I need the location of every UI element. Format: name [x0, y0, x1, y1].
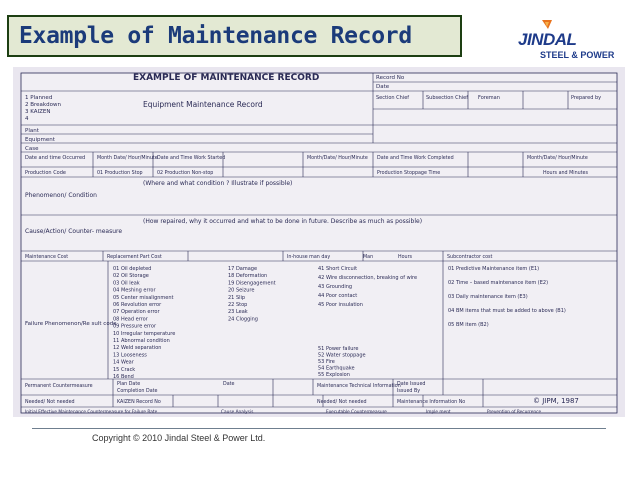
code-item: 17 Damage	[228, 266, 258, 272]
jindal-logo	[518, 20, 630, 60]
code-item: 05 Center misalignment	[113, 294, 174, 301]
code-item: 53 Fire	[318, 359, 335, 365]
completion-date-label: Completion Date	[117, 389, 158, 394]
month-date-hour-label: Month Date/ Hour/Minute	[97, 156, 158, 161]
code-item: 09 Pressure error	[113, 323, 156, 330]
code-item: 52 Water stoppage	[318, 352, 366, 359]
code-item: 42 Wire disconnection, breaking of wire	[318, 275, 418, 281]
man-label: Man	[363, 255, 374, 260]
code-item: 01 Predictive Maintenance item (E1)	[448, 266, 540, 272]
in-house-label: In-house man day	[287, 255, 331, 260]
maintenance-technical-info-label: Maintenance Technical Information	[317, 384, 401, 389]
date-label: Date	[376, 84, 390, 90]
record-heading: EXAMPLE OF MAINTENANCE RECORD	[133, 73, 320, 83]
case-label: Case	[25, 146, 39, 152]
footer-divider	[32, 428, 606, 429]
implement-label: Imple ment	[426, 410, 451, 415]
code-item: 15 Crack	[113, 366, 136, 373]
code-item: 45 Poor insulation	[318, 302, 363, 308]
priority-1: 1 Planned	[25, 95, 53, 101]
subcontractor-cost-label: Subcontractor cost	[447, 255, 493, 260]
copyright-text: Copyright © 2010 Jindal Steel & Power Ltd.	[92, 433, 266, 443]
maintenance-cost-label: Maintenance Cost	[25, 255, 69, 260]
permanent-countermeasure-label: Permanent Countermeasure	[25, 384, 93, 389]
code-item: 21 Slip	[228, 294, 246, 301]
kaizen-record-no-label: KAIZEN Record No	[117, 400, 161, 405]
code-item: 11 Abnormal condition	[113, 338, 170, 344]
date-label-2: Date	[223, 382, 235, 387]
hours-label: Hours	[398, 255, 413, 260]
approval-section-chief: Section Chief	[376, 95, 410, 101]
code-item: 03 Daily maintenance item (E3)	[448, 294, 528, 300]
code-item: 14 Wear	[113, 359, 134, 366]
code-item: 20 Seizure	[228, 287, 255, 294]
prevention-recurrence-label: Prevention of Recurrence	[487, 410, 542, 415]
issued-by-label: Issued By	[397, 389, 421, 394]
priority-4: 4	[25, 116, 29, 122]
month-date-hour-2-label: Month/Date/ Hour/Minute	[307, 156, 368, 161]
failure-code-label: Failure Phenomenon/Re sult code	[25, 321, 117, 327]
code-item: 18 Deformation	[228, 273, 268, 280]
phenomenon-label: Phenomenon/ Condition	[25, 192, 97, 199]
priority-3: 3 KAIZEN	[25, 109, 51, 115]
approval-foreman: Foreman	[478, 95, 500, 101]
maintenance-record-form	[13, 67, 625, 417]
code-item: 06 Revolution error	[113, 302, 162, 308]
code-item: 19 Disengagement	[228, 280, 276, 287]
production-nonstop-label: 02 Production Non-stop	[157, 171, 214, 176]
executable-countermeasure-label: Executable Countermeasure	[326, 410, 387, 415]
needed-not-needed-2-label: Needed/ Not needed	[317, 400, 367, 405]
form-title: Equipment Maintenance Record	[143, 100, 263, 109]
code-item: 24 Clogging	[228, 316, 258, 323]
date-occurred-label: Date and time Occurred	[25, 155, 86, 161]
cause-label: Cause/Action/ Counter- measure	[25, 228, 123, 235]
code-item: 55 Explosion	[318, 372, 350, 378]
record-no-label: Record No	[376, 75, 405, 81]
code-item: 04 Meshing error	[113, 287, 156, 294]
code-item: 22 Stop	[228, 302, 248, 308]
needed-not-needed-label: Needed/ Not needed	[25, 400, 75, 405]
slide-title-box	[7, 15, 462, 57]
date-issued-label: Date Issued	[397, 382, 426, 387]
code-item: 02 Time – based maintenance item (E2)	[448, 280, 549, 286]
code-item: 10 Irregular temperature	[113, 330, 176, 337]
code-item: 04 BM items that must be added to above (B1)	[448, 308, 566, 314]
code-item: 08 Head error	[113, 316, 148, 323]
logo-name: JINDAL	[518, 30, 577, 49]
date-work-started-label: Date and Time Work Started	[157, 156, 226, 161]
code-item: 54 Earthquake	[318, 365, 355, 372]
hours-minutes-label: Hours and Minutes	[543, 171, 589, 176]
approval-subsection-chief: Subsection Chief	[426, 95, 468, 101]
cause-prompt: (How repaired, why it occurred and what to be done in future. Describe as much as possible)	[143, 218, 423, 225]
code-item: 43 Grounding	[318, 284, 353, 290]
code-item: 07 Operation error	[113, 309, 160, 316]
code-item: 12 Weld separation	[113, 345, 162, 352]
priority-2: 2 Breakdown	[25, 102, 61, 108]
equipment-label: Equipment	[25, 137, 55, 143]
production-stoppage-time-label: Production Stoppage Time	[377, 171, 441, 176]
cause-analysis-label: Cause Analysis	[221, 410, 254, 415]
code-item: 05 BM item (B2)	[448, 322, 489, 328]
jipm-copyright: © JIPM, 1987	[533, 397, 579, 405]
approval-prepared-by: Prepared by	[571, 95, 602, 101]
month-date-hour-3-label: Month/Date/ Hour/Minute	[527, 156, 588, 161]
code-item: 01 Oil depleted	[113, 266, 152, 272]
code-item: 44 Poor contact	[318, 293, 358, 299]
code-item: 23 Leak	[228, 309, 248, 316]
plan-date-label: Plan Date	[117, 382, 141, 387]
plant-label: Plant	[25, 128, 39, 134]
code-item: 51 Power failure	[318, 346, 359, 352]
slide-title: Example of Maintenance Record	[19, 23, 412, 49]
phenomenon-prompt: (Where and what condition ? Illustrate if possible)	[143, 180, 293, 187]
production-code-label: Production Code	[25, 170, 66, 176]
code-item: 02 Oil Storage	[113, 273, 149, 280]
code-item: 16 Bend	[113, 374, 134, 380]
logo-subtitle: STEEL & POWER	[540, 50, 615, 60]
replacement-part-cost-label: Replacement Part Cost	[107, 255, 162, 260]
maintenance-info-no-label: Maintenance Information No	[397, 400, 466, 405]
date-work-completed-label: Date and Time Work Completed	[377, 156, 454, 161]
initial-effective-label: Initial Effective Maintenance Countermeasure for Failure Rate	[25, 410, 158, 415]
code-item: 13 Looseness	[113, 352, 147, 359]
code-item: 03 Oil leak	[113, 280, 140, 287]
code-item: 41 Short Circuit	[318, 266, 358, 272]
production-stop-label: 01 Production Stop	[97, 171, 143, 176]
